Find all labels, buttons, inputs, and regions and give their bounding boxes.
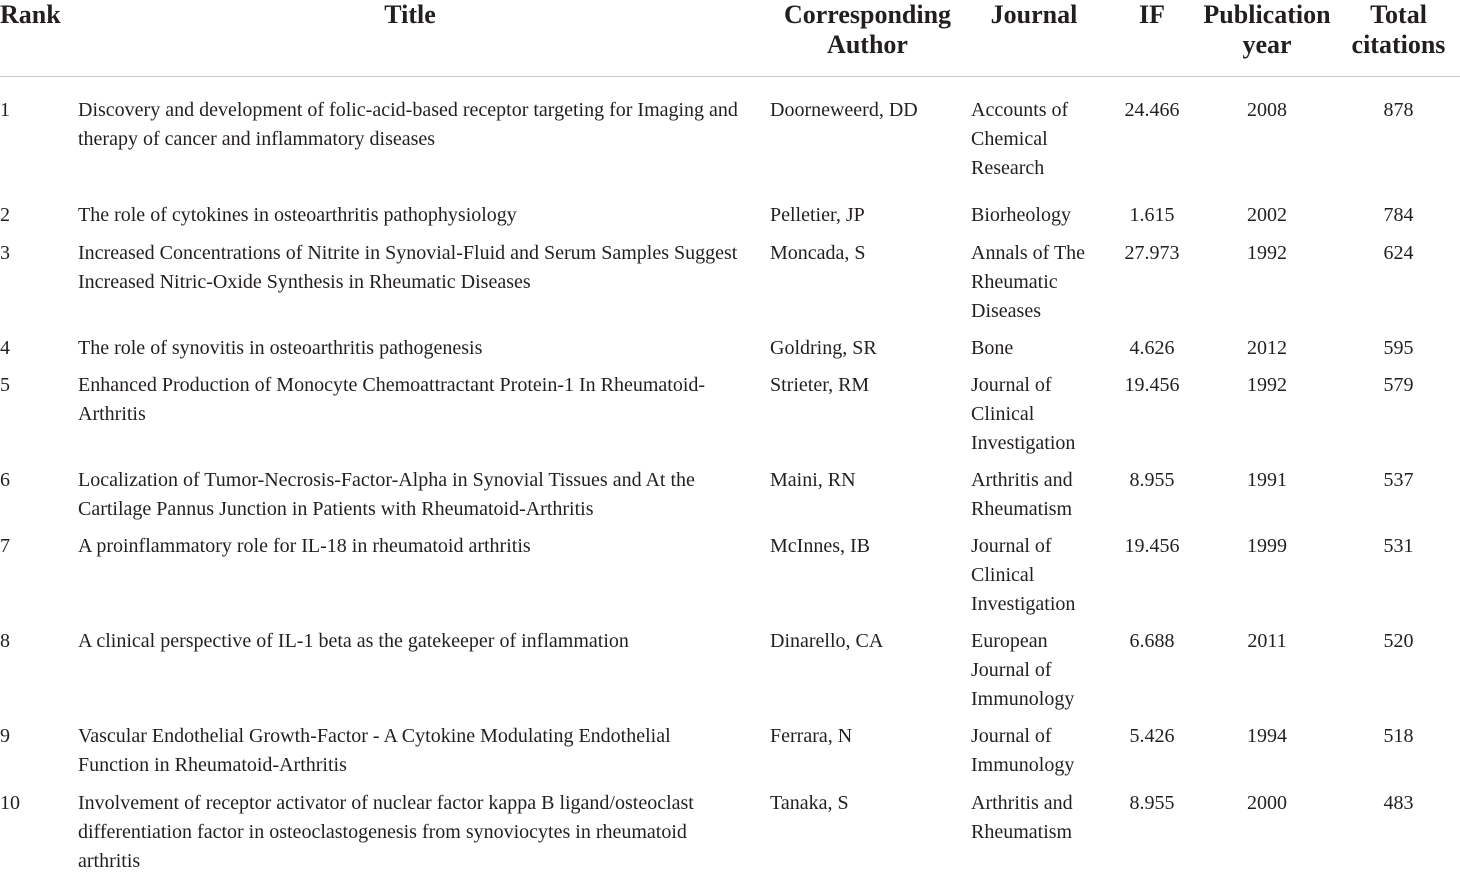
header-journal: Journal — [965, 0, 1107, 76]
header-row — [0, 0, 1460, 76]
cell-rank: 1 — [0, 98, 10, 121]
cell-if: 19.456 — [1124, 535, 1180, 557]
cell-rank: 7 — [0, 535, 10, 557]
cell-author: Pelletier, JP — [770, 204, 865, 226]
cell-rank: 3 — [0, 242, 10, 264]
cell-if: 1.615 — [1129, 204, 1175, 226]
cell-if: 19.456 — [1124, 374, 1180, 396]
cell-title: Increased Concentrations of Nitrite in Synovial-Fluid and Serum Samples Suggest Increased Nitric-Oxide Synthesis in Rheumatic Diseases — [78, 242, 738, 293]
cell-journal: Bone — [971, 337, 1014, 359]
cell-title: Localization of Tumor-Necrosis-Factor-Alpha in Synovial Tissues and At the Cartilage Pannus Junction in Patients with Rheumatoid-Arthritis — [78, 469, 695, 520]
cell-if: 6.688 — [1129, 630, 1175, 652]
cell-if: 5.426 — [1129, 725, 1175, 747]
cell-journal: Biorheology — [971, 204, 1071, 226]
cell-citations: 537 — [1383, 469, 1414, 491]
cell-if: 8.955 — [1129, 792, 1175, 814]
header-citations: Total citations — [1337, 0, 1460, 76]
cell-author: Maini, RN — [770, 469, 856, 491]
cell-author: Tanaka, S — [770, 792, 849, 814]
table-row — [0, 371, 1460, 466]
cell-year: 2008 — [1247, 98, 1287, 121]
table-row — [0, 627, 1460, 722]
cell-rank: 5 — [0, 374, 10, 396]
cell-year: 2011 — [1247, 630, 1287, 652]
header-author: Corresponding Author — [760, 0, 965, 76]
cell-year: 1992 — [1247, 242, 1287, 264]
cell-author: Doorneweerd, DD — [770, 98, 918, 121]
cell-citations: 520 — [1383, 630, 1414, 652]
cell-journal: Arthritis and Rheumatism — [971, 792, 1073, 843]
header-if: IF — [1107, 0, 1197, 76]
cell-title: The role of synovitis in osteoarthritis pathogenesis — [78, 337, 483, 359]
cell-title: Enhanced Production of Monocyte Chemoattractant Protein-1 In Rheumatoid-Arthritis — [78, 374, 706, 425]
cell-title: A clinical perspective of IL-1 beta as the gatekeeper of inflammation — [78, 630, 629, 652]
table-row — [0, 532, 1460, 627]
cell-journal: Journal of Immunology — [971, 725, 1075, 776]
cell-citations: 531 — [1383, 535, 1414, 557]
cell-author: Goldring, SR — [770, 337, 877, 359]
cell-if: 27.973 — [1124, 242, 1180, 264]
cell-year: 1991 — [1247, 469, 1287, 491]
cell-citations: 624 — [1383, 242, 1414, 264]
table-row — [0, 239, 1460, 334]
cell-title: Discovery and development of folic-acid-based receptor targeting for Imaging and therapy of cancer and inflammatory diseases — [78, 98, 738, 150]
cell-journal: Journal of Clinical Investigation — [971, 374, 1076, 454]
cell-if: 8.955 — [1129, 469, 1175, 491]
cell-year: 1994 — [1247, 725, 1287, 747]
cell-rank: 4 — [0, 337, 10, 359]
cell-journal: Accounts of Chemical Research — [971, 98, 1069, 179]
cell-year: 2002 — [1247, 204, 1287, 226]
cell-author: Ferrara, N — [770, 725, 853, 747]
header-rank: Rank — [0, 0, 60, 76]
cell-journal: Arthritis and Rheumatism — [971, 469, 1073, 520]
cell-year: 1992 — [1247, 374, 1287, 396]
cell-if: 24.466 — [1124, 98, 1180, 121]
cell-rank: 10 — [0, 792, 20, 814]
table-row — [0, 334, 1460, 371]
cell-citations: 579 — [1383, 374, 1414, 396]
cell-rank: 2 — [0, 204, 10, 226]
cell-title: A proinflammatory role for IL-18 in rheumatoid arthritis — [78, 535, 531, 557]
table-row — [0, 201, 1460, 239]
cell-journal: Journal of Clinical Investigation — [971, 535, 1076, 615]
cell-citations: 483 — [1383, 792, 1414, 814]
cell-year: 2000 — [1247, 792, 1287, 814]
cell-citations: 784 — [1383, 204, 1414, 226]
cell-rank: 8 — [0, 630, 10, 652]
cell-citations: 518 — [1383, 725, 1414, 747]
table-row — [0, 76, 1460, 201]
cell-author: Strieter, RM — [770, 374, 870, 396]
cell-author: McInnes, IB — [770, 535, 870, 557]
cell-year: 1999 — [1247, 535, 1287, 557]
cell-year: 2012 — [1247, 337, 1287, 359]
header-title: Title — [60, 0, 760, 76]
cell-if: 4.626 — [1129, 337, 1175, 359]
table-row — [0, 789, 1460, 879]
cell-title: Vascular Endothelial Growth-Factor - A Cytokine Modulating Endothelial Function in Rheumatoid-Arthritis — [78, 725, 671, 776]
cell-citations: 595 — [1383, 337, 1414, 359]
cell-title: The role of cytokines in osteoarthritis pathophysiology — [78, 204, 517, 226]
cell-journal: Annals of The Rheumatic Diseases — [971, 242, 1086, 322]
cell-rank: 6 — [0, 469, 10, 491]
table-row — [0, 722, 1460, 789]
cell-title: Involvement of receptor activator of nuclear factor kappa B ligand/osteoclast differentiation factor in osteoclastogenesis from synoviocytes in rheumatoid arthritis — [78, 792, 694, 872]
cell-author: Dinarello, CA — [770, 630, 884, 652]
table-row — [0, 466, 1460, 532]
cell-journal: European Journal of Immunology — [971, 630, 1075, 710]
cell-citations: 878 — [1383, 98, 1414, 121]
cell-rank: 9 — [0, 725, 10, 747]
header-year: Publication year — [1197, 0, 1337, 76]
cell-author: Moncada, S — [770, 242, 866, 264]
